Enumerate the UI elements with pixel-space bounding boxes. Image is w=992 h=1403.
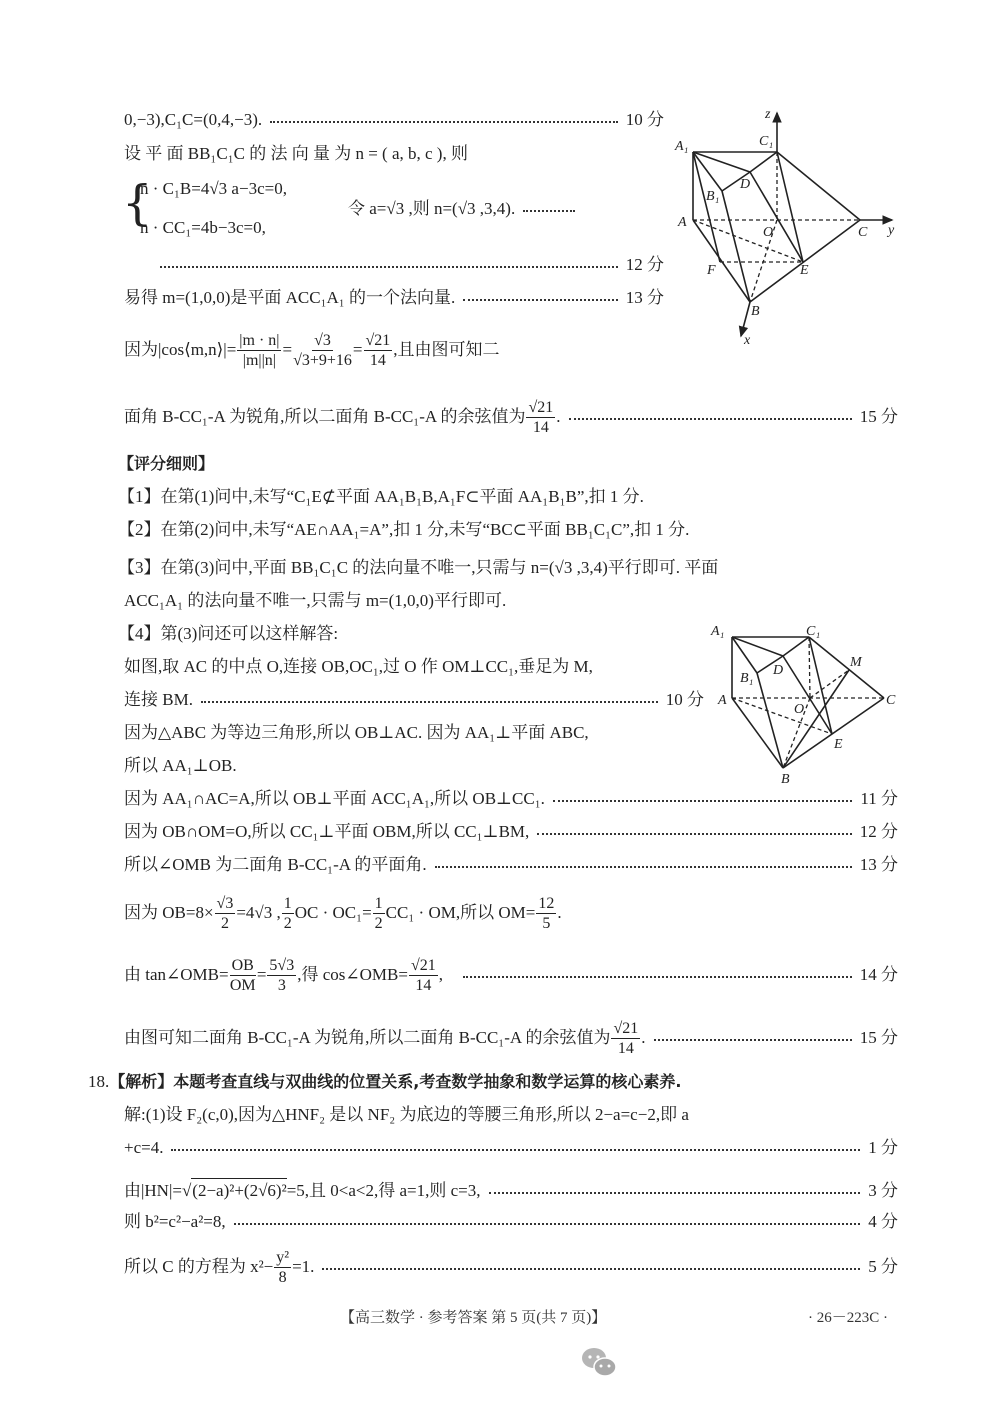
system-result [348,197,664,221]
line-text: 因为 AA₁∩AC=A,所以 OB⊥平面 ACC₁A₁,所以 OB⊥CC₁. [124,789,545,808]
leader-dots [553,800,852,802]
edge-C1E [777,152,803,262]
alt-line-4: 所以 AA₁⊥OB. [124,756,237,775]
edge-A1D [732,637,783,656]
label-D: D [740,177,751,192]
points: 14 分 [859,965,898,984]
text-part: =4√3 , [236,903,281,922]
fraction [267,956,296,995]
line-text: 面角 B-CC₁-A 为锐角,所以二面角 B-CC₁-A 的余弦值为 [124,407,526,426]
label-A: A [718,693,727,708]
points: 10 分 [665,690,704,709]
sqrt-content: (2−a)²+(2√6)² [191,1178,286,1203]
grading-item-1: 【1】在第(1)问中,未写“C₁E⊄平面 AA₁B₁B,A₁F⊂平面 AA₁B₁B”,扣 1 分. [118,487,644,506]
label-O: O [763,225,774,240]
line-text: 0,−3),C₁C=(0,4,−3). [124,110,263,129]
denominator: √3+9+16 [293,351,352,369]
edge-C1O [809,637,810,698]
label-B1: B₁ [706,189,720,204]
denominator: 14 [415,976,432,994]
label-x: x [744,333,751,348]
points: 10 分 [625,110,664,129]
alt-line-5 [124,787,898,811]
fraction [536,894,556,933]
leader-dots [654,1039,852,1041]
grading-item-4-title: 【4】第(3)问还可以这样解答: [118,624,339,643]
points: 3 分 [868,1180,898,1200]
points: 4 分 [868,1212,898,1231]
points: 1 分 [868,1138,898,1157]
line-text: 因为 OB∩OM=O,所以 CC₁⊥平面 OBM,所以 CC₁⊥BM, [124,822,530,841]
label-D: D [773,663,784,678]
line-text: 则 b²=c²−a²=8, [124,1212,226,1231]
equals: = [352,340,363,359]
edge-C1D [783,637,809,656]
edge-AB [693,220,750,302]
text-part: 所以 C 的方程为 x²− [124,1257,274,1276]
grading-item-3-line-1: 【3】在第(3)问中,平面 BB₁C₁C 的法向量不唯一,只需与 n=(√3 ,3,4)平行即可. 平面 [118,558,719,577]
line-text: 连接 BM. [124,690,193,709]
points: 15 分 [859,407,898,426]
fraction [364,331,393,370]
text-part: =1. [292,1257,315,1276]
alt-line-6 [124,820,898,844]
denominator: 14 [532,418,549,436]
label-y: y [888,223,895,238]
leader-dots [270,121,618,123]
line-10pts [124,108,664,132]
line-13pts [124,286,664,310]
grading-item-3-line-2: ACC₁A₁ 的法向量不唯一,只需与 m=(1,0,0)平行即可. [124,591,507,610]
edge-AE [732,698,832,734]
cosine-line [124,326,500,374]
edge-AB [732,698,783,768]
numerator: √21 [365,331,391,349]
label-O: O [794,702,805,717]
leader-dots [489,1192,861,1194]
leader-dots [160,266,618,268]
label-B: B [751,304,760,319]
label-E: E [800,263,809,278]
label-A1: A₁ [675,139,689,154]
line-15pts [124,394,898,440]
leader-dots [537,833,851,835]
fraction [526,398,555,437]
label-B: B [781,772,790,787]
fraction [409,956,438,995]
text-part: ,得 cos∠OMB= [297,965,408,984]
alt-line-2 [124,688,704,712]
denominator: 2 [374,914,383,932]
points: 11 分 [860,789,898,808]
q18-line-1: 解:(1)设 F₂(c,0),因为△HNF₂ 是以 NF₂ 为底边的等腰三角形,所以 2−a=c−2,即 a [124,1105,689,1124]
numerator: |m · n| [239,331,280,349]
points: 15 分 [859,1028,898,1047]
system-brace: { [122,175,153,231]
numerator: OB [231,956,254,974]
q18-line-2 [124,1136,898,1160]
label-z: z [765,107,771,122]
normal-vector-setup: 设 平 面 BB₁C₁C 的 法 向 量 为 n = ( a, b, c ), 则 [124,144,468,163]
text-part: CC₁ · OM,所以 OM= [385,903,536,922]
result-text: 令 a=√3 ,则 n=(√3 ,3,4). [348,199,516,218]
cos-prefix: 因为|cos⟨m,n⟩|= [124,340,237,359]
text-part: 因为 OB=8× [124,903,214,922]
text-part: , [438,965,443,984]
alt-line-8 [124,890,562,936]
denominator: 14 [617,1039,634,1057]
denominator: 2 [220,914,229,932]
label-E: E [834,737,843,752]
question-number: 18. [88,1072,110,1091]
x-axis [741,302,750,336]
numerator: 5√3 [269,956,295,974]
geometry-figure-2 [705,615,905,795]
text-part: 由 tan∠OMB= [124,965,229,984]
grading-title: 【评分细则】 [118,454,215,473]
line-text: 由图可知二面角 B-CC₁-A 为锐角,所以二面角 B-CC₁-A 的余弦值为 [124,1028,611,1047]
denominator: |m||n| [242,351,277,369]
fraction [274,1248,291,1287]
edge-C1C [809,637,884,698]
text-part: OC · OC₁= [294,903,372,922]
numerator: √21 [410,956,436,974]
fraction [230,956,256,995]
alt-line-1: 如图,取 AC 的中点 O,连接 OB,OC₁,过 O 作 OM⊥CC₁,垂足为 M, [124,657,593,676]
denominator: 2 [283,914,292,932]
period: . [556,407,561,426]
numerator: √21 [613,1019,639,1037]
q18-header [88,1070,681,1094]
label-A1: A₁ [711,624,725,639]
line-12pts [160,253,664,277]
footer-page-info: 【高三数学 · 参考答案 第 5 页(共 7 页)】 [340,1310,607,1326]
fraction [215,894,236,933]
label-A: A [678,215,687,230]
footer-code: · 26－223C · [808,1310,888,1326]
text-part: = [256,965,267,984]
points: 5 分 [868,1257,898,1276]
fraction [282,894,294,933]
text-part: . [557,903,562,922]
leader-dots [463,976,852,978]
edge-C1E [809,637,832,734]
fraction [373,894,385,933]
q18-line-5 [124,1244,898,1290]
edge-BM [783,670,849,768]
leader-dots [569,418,852,420]
edge-AE [693,220,803,262]
label-C: C [886,693,896,708]
line-text: +c=4. [124,1138,164,1157]
edge-OM [810,670,849,698]
points: 12 分 [625,255,664,274]
label-M: M [850,655,862,670]
points: 12 分 [859,822,898,841]
numerator: 1 [283,894,292,912]
denominator: 14 [369,351,386,369]
leader-dots [322,1268,860,1270]
alt-line-3: 因为△ABC 为等边三角形,所以 OB⊥AC. 因为 AA₁⊥平面 ABC, [124,723,589,742]
sqrt-symbol: √ [181,1180,192,1200]
points: 13 分 [859,855,898,874]
system-equation-2: n · CC₁=4b−3c=0, [140,218,266,237]
edge-DE [783,656,832,734]
leader-dots [435,866,852,868]
edge-B1B [722,191,750,302]
points: 13 分 [625,288,664,307]
line-text: 易得 m=(1,0,0)是平面 ACC₁A₁ 的一个法向量. [124,288,456,307]
equals: = [282,340,293,359]
cos-suffix: ,且由图可知二 [393,340,500,359]
numerator: √3 [314,331,331,349]
edge-A1D [693,152,750,172]
question-analysis: 【解析】本题考查直线与双曲线的位置关系,考查数学抽象和数学运算的核心素养. [109,1072,682,1091]
label-C1: C₁ [806,624,821,639]
fraction [611,1019,640,1058]
text-part: =5,且 0<a<2,得 a=1,则 c=3, [286,1180,481,1200]
fraction [293,331,352,370]
denominator: 5 [542,914,551,932]
numerator: √3 [216,894,234,912]
edge-C1C [777,152,860,220]
label-C: C [858,225,868,240]
denominator: 8 [278,1268,287,1286]
numerator: 1 [374,894,383,912]
alt-line-7 [124,853,898,877]
leader-dots [234,1223,861,1225]
label-F: F [707,263,716,278]
q18-line-3 [124,1178,898,1203]
line-text: 所以∠OMB 为二面角 B-CC₁-A 的平面角. [124,855,427,874]
period: . [641,1028,646,1047]
fraction [237,331,281,370]
text-part: 由|HN|= [124,1180,182,1200]
leader-dots [463,299,618,301]
geometry-figure-1 [670,100,910,360]
denominator: 3 [277,976,286,994]
leader-dots [171,1149,860,1151]
numerator: √21 [528,398,554,416]
label-B1: B₁ [740,671,754,686]
edge-C1D [750,152,777,172]
edge-B1B [757,673,783,768]
system-equation-1: n · C₁B=4√3 a−3c=0, [140,179,287,198]
edge-A1F [693,152,720,262]
leader-dots [523,210,575,212]
alt-line-9 [124,952,898,998]
numerator: 12 [538,894,555,912]
numerator: y² [276,1248,290,1266]
denominator: OM [229,976,256,994]
wechat-icon [580,1345,620,1381]
leader-dots [201,701,658,703]
q18-line-4 [124,1210,898,1234]
alt-line-10 [124,1015,898,1061]
label-C1: C₁ [759,134,774,149]
grading-item-2: 【2】在第(2)问中,未写“AE∩AA₁=A”,扣 1 分,未写“BC⊂平面 BB₁C₁C”,扣 1 分. [118,520,690,539]
